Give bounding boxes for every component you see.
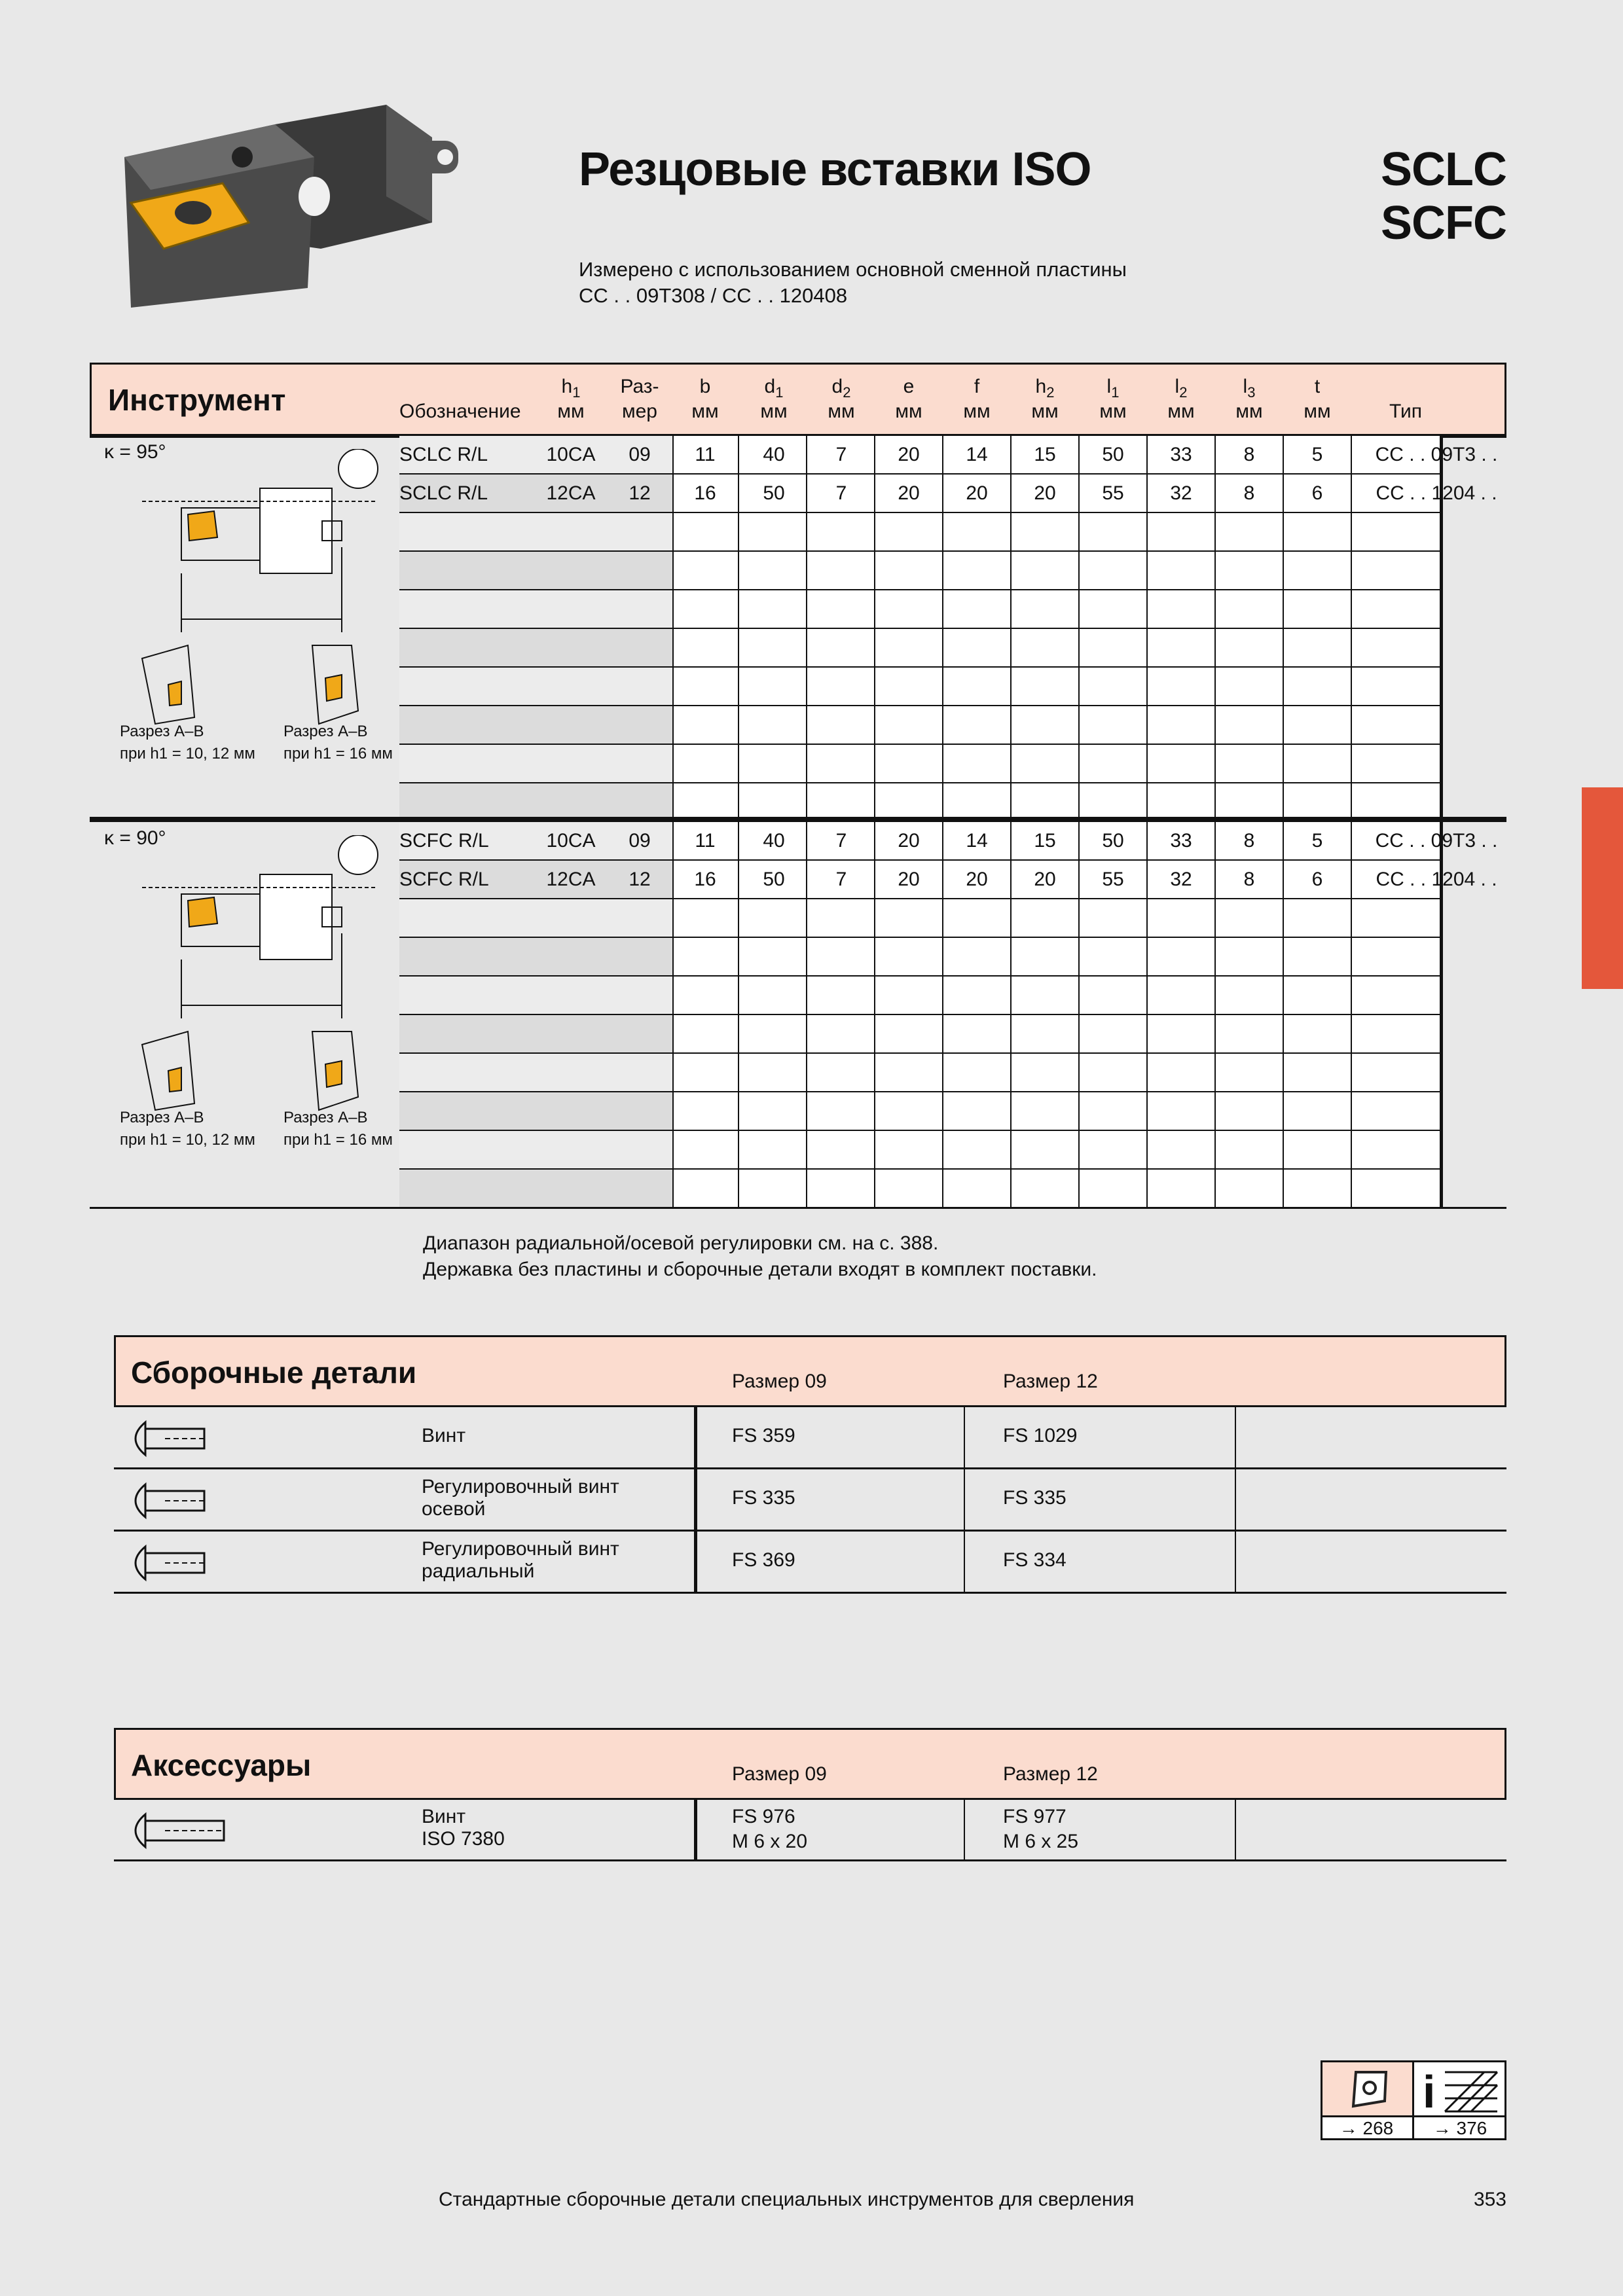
row-rule	[114, 1530, 1506, 1532]
col-line	[942, 822, 943, 1208]
value-cell: 7	[835, 482, 847, 504]
notes	[423, 1230, 1097, 1283]
value-cell: 20	[966, 869, 988, 890]
col-head-unit: мм	[1304, 401, 1331, 422]
radial-set-screw-icon	[126, 1540, 230, 1586]
svg-text:i: i	[1423, 2066, 1436, 2114]
value-cell: 20	[898, 444, 920, 465]
ref-left[interactable]: → 268	[1339, 2118, 1394, 2138]
value-cell: 5	[1311, 444, 1323, 465]
value-cell: 20	[898, 482, 920, 504]
tool-product-image	[111, 92, 478, 327]
subtitle-line: CC . . 09T308 / CC . . 120408	[579, 284, 848, 307]
col-head-subscript: 1	[775, 384, 784, 401]
type-cell: CC . . 1204 . .	[1376, 869, 1497, 890]
value-cell: 7	[835, 830, 847, 852]
col-head-subscript: 2	[1179, 384, 1188, 401]
item-name: осевой	[422, 1498, 486, 1520]
kappa-label: κ = 90°	[104, 827, 166, 849]
table-cell-block	[672, 1131, 1442, 1170]
value-cell: 50	[763, 869, 785, 890]
type-cell: CC . . 09T3 . .	[1375, 830, 1498, 852]
screw-icon	[126, 1416, 230, 1462]
col-head-unit: мм	[895, 401, 922, 422]
size-09-value: FS 359	[732, 1424, 795, 1446]
value-cell: 55	[1102, 482, 1124, 504]
col-head-unit: мм	[1099, 401, 1127, 422]
col-head-symbol: h	[1035, 376, 1047, 397]
col-head-symbol: l	[1243, 376, 1248, 397]
item-name: Регулировочный винт	[422, 1475, 619, 1498]
size-09-head: Размер 09	[732, 1763, 827, 1785]
value-cell: 50	[1102, 830, 1124, 852]
table-cell-block	[672, 938, 1442, 977]
col-line	[1078, 436, 1080, 822]
type-cell: CC . . 09T3 . .	[1375, 444, 1498, 465]
designation-cell: SCFC R/L	[399, 869, 489, 890]
size-12-value: M 6 x 25	[1003, 1831, 1079, 1852]
col-head-top: t	[1314, 376, 1321, 397]
col-line	[1351, 436, 1352, 822]
value-cell: 11	[695, 830, 716, 852]
col-line	[1146, 822, 1148, 1208]
tool-drawing	[116, 835, 404, 1136]
value-cell: 12	[629, 482, 651, 504]
accessories-table	[114, 1728, 1506, 1861]
note-line: Державка без пластины и сборочные детали входят в комплект поставки.	[423, 1259, 1097, 1280]
value-cell: 12	[629, 869, 651, 890]
col-head-top: e	[903, 376, 915, 397]
item-name: ISO 7380	[422, 1828, 505, 1850]
col-line	[874, 822, 875, 1208]
ref-right[interactable]: → 376	[1432, 2118, 1487, 2138]
group-divider	[90, 817, 1506, 822]
col-line	[694, 1407, 697, 1594]
col-head-top: Раз-	[620, 376, 659, 397]
value-cell: 15	[1034, 444, 1056, 465]
size-12-head: Размер 12	[1003, 1763, 1098, 1785]
item-name: радиальный	[422, 1560, 535, 1582]
type-cell: CC . . 1204 . .	[1376, 482, 1497, 504]
kappa-label: κ = 95°	[104, 441, 166, 463]
col-line	[942, 436, 943, 822]
col-line	[738, 436, 739, 822]
designation-cell: SCFC R/L	[399, 830, 489, 852]
bolt-icon	[126, 1808, 230, 1854]
product-code-sclc: SCLC	[1381, 143, 1506, 196]
col-head-subscript: 1	[1111, 384, 1120, 401]
table-bottom-rule	[90, 1207, 1506, 1209]
value-cell: 33	[1170, 830, 1192, 852]
insert-icon	[1347, 2068, 1393, 2110]
col-head-unit: мм	[691, 401, 719, 422]
value-cell: 14	[966, 830, 988, 852]
value-cell: 10CA	[546, 830, 596, 852]
product-code-scfc: SCFC	[1381, 197, 1506, 249]
table-cell-block	[672, 706, 1442, 745]
col-head-symbol: d	[764, 376, 776, 397]
section-caption: Разрез A–B	[120, 723, 204, 740]
size-12-value: FS 334	[1003, 1549, 1067, 1571]
col-head-top: b	[699, 376, 711, 397]
item-name: Винт	[422, 1806, 466, 1827]
value-cell: 20	[966, 482, 988, 504]
section-caption: при h1 = 16 мм	[283, 745, 393, 762]
chapter-tab	[1582, 787, 1623, 989]
col-line	[1351, 822, 1352, 1208]
value-cell: 8	[1243, 444, 1255, 465]
table-cell-block	[672, 1054, 1442, 1092]
value-cell: 16	[694, 869, 716, 890]
tool-section-title: Инструмент	[108, 383, 286, 417]
reference-box	[1321, 2060, 1506, 2140]
col-head-unit: Тип	[1389, 401, 1422, 422]
col-head-subscript: 2	[843, 384, 851, 401]
col-line	[874, 436, 875, 822]
tool-drawing	[116, 449, 404, 750]
col-head-subscript: 2	[1046, 384, 1055, 401]
value-cell: 8	[1243, 869, 1255, 890]
row-rule	[114, 1467, 1506, 1469]
value-cell: 50	[1102, 444, 1124, 465]
page-title: Резцовые вставки ISO	[579, 143, 1091, 196]
section-caption: при h1 = 10, 12 мм	[120, 745, 255, 762]
col-line	[1010, 822, 1012, 1208]
value-cell: 8	[1243, 482, 1255, 504]
value-cell: 55	[1102, 869, 1124, 890]
table-cell-block	[672, 513, 1442, 552]
value-cell: 6	[1311, 869, 1323, 890]
col-head-symbol: d	[831, 376, 843, 397]
value-cell: 12CA	[546, 869, 596, 890]
value-cell: 33	[1170, 444, 1192, 465]
subtitle	[579, 257, 1127, 309]
table-cell-block	[672, 1170, 1442, 1208]
table-cell-block	[672, 977, 1442, 1015]
assembly-table	[114, 1335, 1506, 1594]
axial-set-screw-icon	[126, 1478, 230, 1524]
tool-table	[90, 363, 1506, 1208]
col-head-unit: мм	[557, 401, 585, 422]
row-rule	[114, 1592, 1506, 1594]
col-head-unit: мм	[1167, 401, 1195, 422]
col-head-symbol: h	[561, 376, 573, 397]
section-caption: при h1 = 10, 12 мм	[120, 1131, 255, 1149]
col-head-unit: мм	[760, 401, 788, 422]
section-caption: Разрез A–B	[120, 1109, 204, 1126]
col-head-unit: мм	[1031, 401, 1059, 422]
size-09-value: M 6 x 20	[732, 1831, 808, 1852]
col-head-unit: мм	[828, 401, 855, 422]
value-cell: 09	[629, 830, 651, 852]
section-caption: Разрез A–B	[283, 1109, 368, 1126]
table-cell-block	[672, 1092, 1442, 1131]
table-cell-block	[672, 1015, 1442, 1054]
section-caption: при h1 = 16 мм	[283, 1131, 393, 1149]
size-09-value: FS 369	[732, 1549, 795, 1571]
table-cell-block	[672, 745, 1442, 783]
col-head-unit: мм	[1235, 401, 1263, 422]
col-line	[964, 1407, 965, 1594]
table-cell-block	[672, 899, 1442, 938]
accessories-title: Аксессуары	[131, 1748, 312, 1782]
value-cell: 11	[695, 444, 716, 465]
col-line	[1214, 822, 1216, 1208]
assembly-title: Сборочные детали	[131, 1355, 417, 1390]
value-cell: 15	[1034, 830, 1056, 852]
col-line	[1283, 822, 1284, 1208]
size-09-value: FS 976	[732, 1806, 795, 1827]
info-icon	[1419, 2066, 1501, 2114]
note-line: Диапазон радиальной/осевой регулировки см. на с. 388.	[423, 1232, 939, 1254]
row-rule	[114, 1859, 1506, 1861]
value-cell: 40	[763, 830, 785, 852]
value-cell: 7	[835, 869, 847, 890]
designation-cell: SCLC R/L	[399, 444, 488, 465]
value-cell: 10CA	[546, 444, 596, 465]
value-cell: 12CA	[546, 482, 596, 504]
value-cell: 20	[1034, 482, 1056, 504]
size-09-head: Размер 09	[732, 1371, 827, 1392]
value-cell: 09	[629, 444, 651, 465]
size-12-value: FS 335	[1003, 1486, 1067, 1509]
value-cell: 20	[898, 830, 920, 852]
table-cell-block	[672, 552, 1442, 590]
value-cell: 20	[898, 869, 920, 890]
page-number: 353	[1473, 2189, 1506, 2210]
col-head-designation: Обозначение	[399, 401, 521, 422]
section-caption: Разрез A–B	[283, 723, 368, 740]
value-cell: 40	[763, 444, 785, 465]
size-12-value: FS 1029	[1003, 1424, 1078, 1446]
value-cell: 20	[1034, 869, 1056, 890]
value-cell: 6	[1311, 482, 1323, 504]
col-line	[1010, 436, 1012, 822]
value-cell: 7	[835, 444, 847, 465]
subtitle-line: Измерено с использованием основной сменной пластины	[579, 258, 1127, 281]
col-line	[1146, 436, 1148, 822]
value-cell: 8	[1243, 830, 1255, 852]
value-cell: 32	[1170, 482, 1192, 504]
col-line	[1235, 1407, 1236, 1594]
value-cell: 32	[1170, 869, 1192, 890]
table-cell-block	[672, 668, 1442, 706]
col-line	[694, 1800, 697, 1861]
table-cell-block	[672, 590, 1442, 629]
col-head-symbol: l	[1175, 376, 1180, 397]
col-head-top: f	[974, 376, 980, 397]
col-head-unit: мер	[622, 401, 657, 422]
col-line	[1214, 436, 1216, 822]
col-line	[738, 822, 739, 1208]
size-12-value: FS 977	[1003, 1806, 1067, 1827]
col-line	[964, 1800, 965, 1861]
col-head-unit: мм	[963, 401, 991, 422]
col-line	[1235, 1800, 1236, 1861]
table-cell-block	[672, 629, 1442, 668]
size-12-head: Размер 12	[1003, 1371, 1098, 1392]
value-cell: 5	[1311, 830, 1323, 852]
item-name: Регулировочный винт	[422, 1537, 619, 1560]
size-09-value: FS 335	[732, 1486, 795, 1509]
item-name: Винт	[422, 1424, 466, 1446]
col-line	[1078, 822, 1080, 1208]
col-head-subscript: 1	[572, 384, 581, 401]
col-head-symbol: l	[1106, 376, 1112, 397]
col-line	[1283, 436, 1284, 822]
footer-text: Стандартные сборочные детали специальных инструментов для сверления	[439, 2189, 1135, 2210]
col-head-subscript: 3	[1247, 384, 1256, 401]
designation-cell: SCLC R/L	[399, 482, 488, 504]
value-cell: 50	[763, 482, 785, 504]
value-cell: 14	[966, 444, 988, 465]
value-cell: 16	[694, 482, 716, 504]
